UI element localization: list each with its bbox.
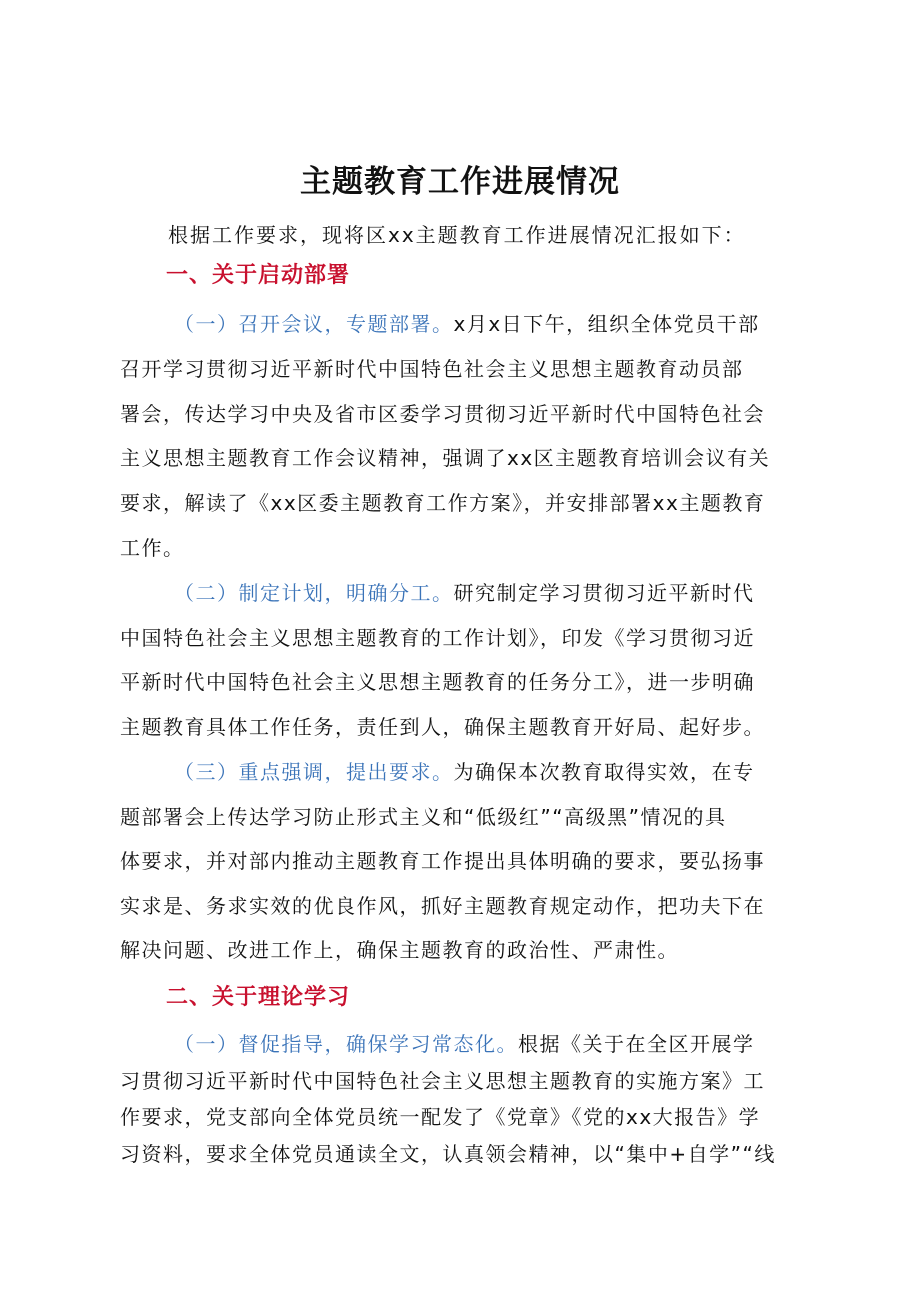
paragraph-line: 题部署会上传达学习防止形式主义和“低级红”“高级黑”情况的具 <box>120 804 727 829</box>
paragraph-line: 署会，传达学习中央及省市区委学习贯彻习近平新时代中国特色社会 <box>120 401 765 426</box>
paragraph-line: 习贯彻习近平新时代中国特色社会主义思想主题教育的实施方案》工 <box>120 1068 765 1093</box>
paragraph-lead: （一）召开会议，专题部署。 <box>174 312 454 336</box>
paragraph-line: 实求是、务求实效的优良作风，抓好主题教育规定动作，把功夫下在 <box>120 893 765 918</box>
paragraph-line: 主题教育具体工作任务，责任到人，确保主题教育开好局、起好步。 <box>120 714 765 739</box>
paragraph-1-3 <box>120 750 820 973</box>
paragraph-1-2 <box>120 571 820 749</box>
paragraph-line: 解决问题、改进工作上，确保主题教育的政治性、严肃性。 <box>120 938 679 963</box>
intro-paragraph: 根据工作要求，现将区xx主题教育工作进展情况汇报如下： <box>168 223 746 247</box>
paragraph-line: 平新时代中国特色社会主义思想主题教育的任务分工》，进一步明确 <box>120 670 755 695</box>
paragraph-lead: （二）制定计划，明确分工。 <box>174 581 454 605</box>
section-heading-2: 二、关于理论学习 <box>166 985 351 1010</box>
paragraph-line: （二）制定计划，明确分工。研究制定学习贯彻习近平新时代 <box>174 581 755 605</box>
paragraph-line: 作要求，党支部向全体党员统一配发了《党章》《党的xx大报告》学 <box>120 1105 761 1129</box>
paragraph-line: 体要求，并对部内推动主题教育工作提出具体明确的要求，要弘扬事 <box>120 849 765 874</box>
paragraph-line: 主义思想主题教育工作会议精神，强调了xx区主题教育培训会议有关 <box>120 446 771 471</box>
paragraph-1-1 <box>120 302 820 571</box>
paragraph-line: 习资料，要求全体党员通读全文，认真领会精神，以“集中+自学”“线 <box>120 1141 776 1166</box>
paragraph-line: 中国特色社会主义思想主题教育的工作计划》，印发《学习贯彻习近 <box>120 625 755 650</box>
section-heading-1: 一、关于启动部署 <box>166 263 351 288</box>
paragraph-line: （一）召开会议，专题部署。x月x日下午，组织全体党员干部 <box>174 312 760 336</box>
paragraph-line: 召开学习贯彻习近平新时代中国特色社会主义思想主题教育动员部 <box>120 356 744 381</box>
paragraph-2-1 <box>120 1026 820 1172</box>
document-title: 主题教育工作进展情况 <box>300 164 620 200</box>
paragraph-lead: （三）重点强调，提出要求。 <box>174 760 454 784</box>
paragraph-lead: （一）督促指导，确保学习常态化。 <box>174 1032 518 1056</box>
paragraph-line: 要求，解读了《xx区委主题教育工作方案》，并安排部署xx主题教育 <box>120 491 766 516</box>
paragraph-line: 工作。 <box>120 535 185 560</box>
paragraph-line: （三）重点强调，提出要求。为确保本次教育取得实效，在专 <box>174 760 755 784</box>
paragraph-line: （一）督促指导，确保学习常态化。根据《关于在全区开展学 <box>174 1032 755 1056</box>
